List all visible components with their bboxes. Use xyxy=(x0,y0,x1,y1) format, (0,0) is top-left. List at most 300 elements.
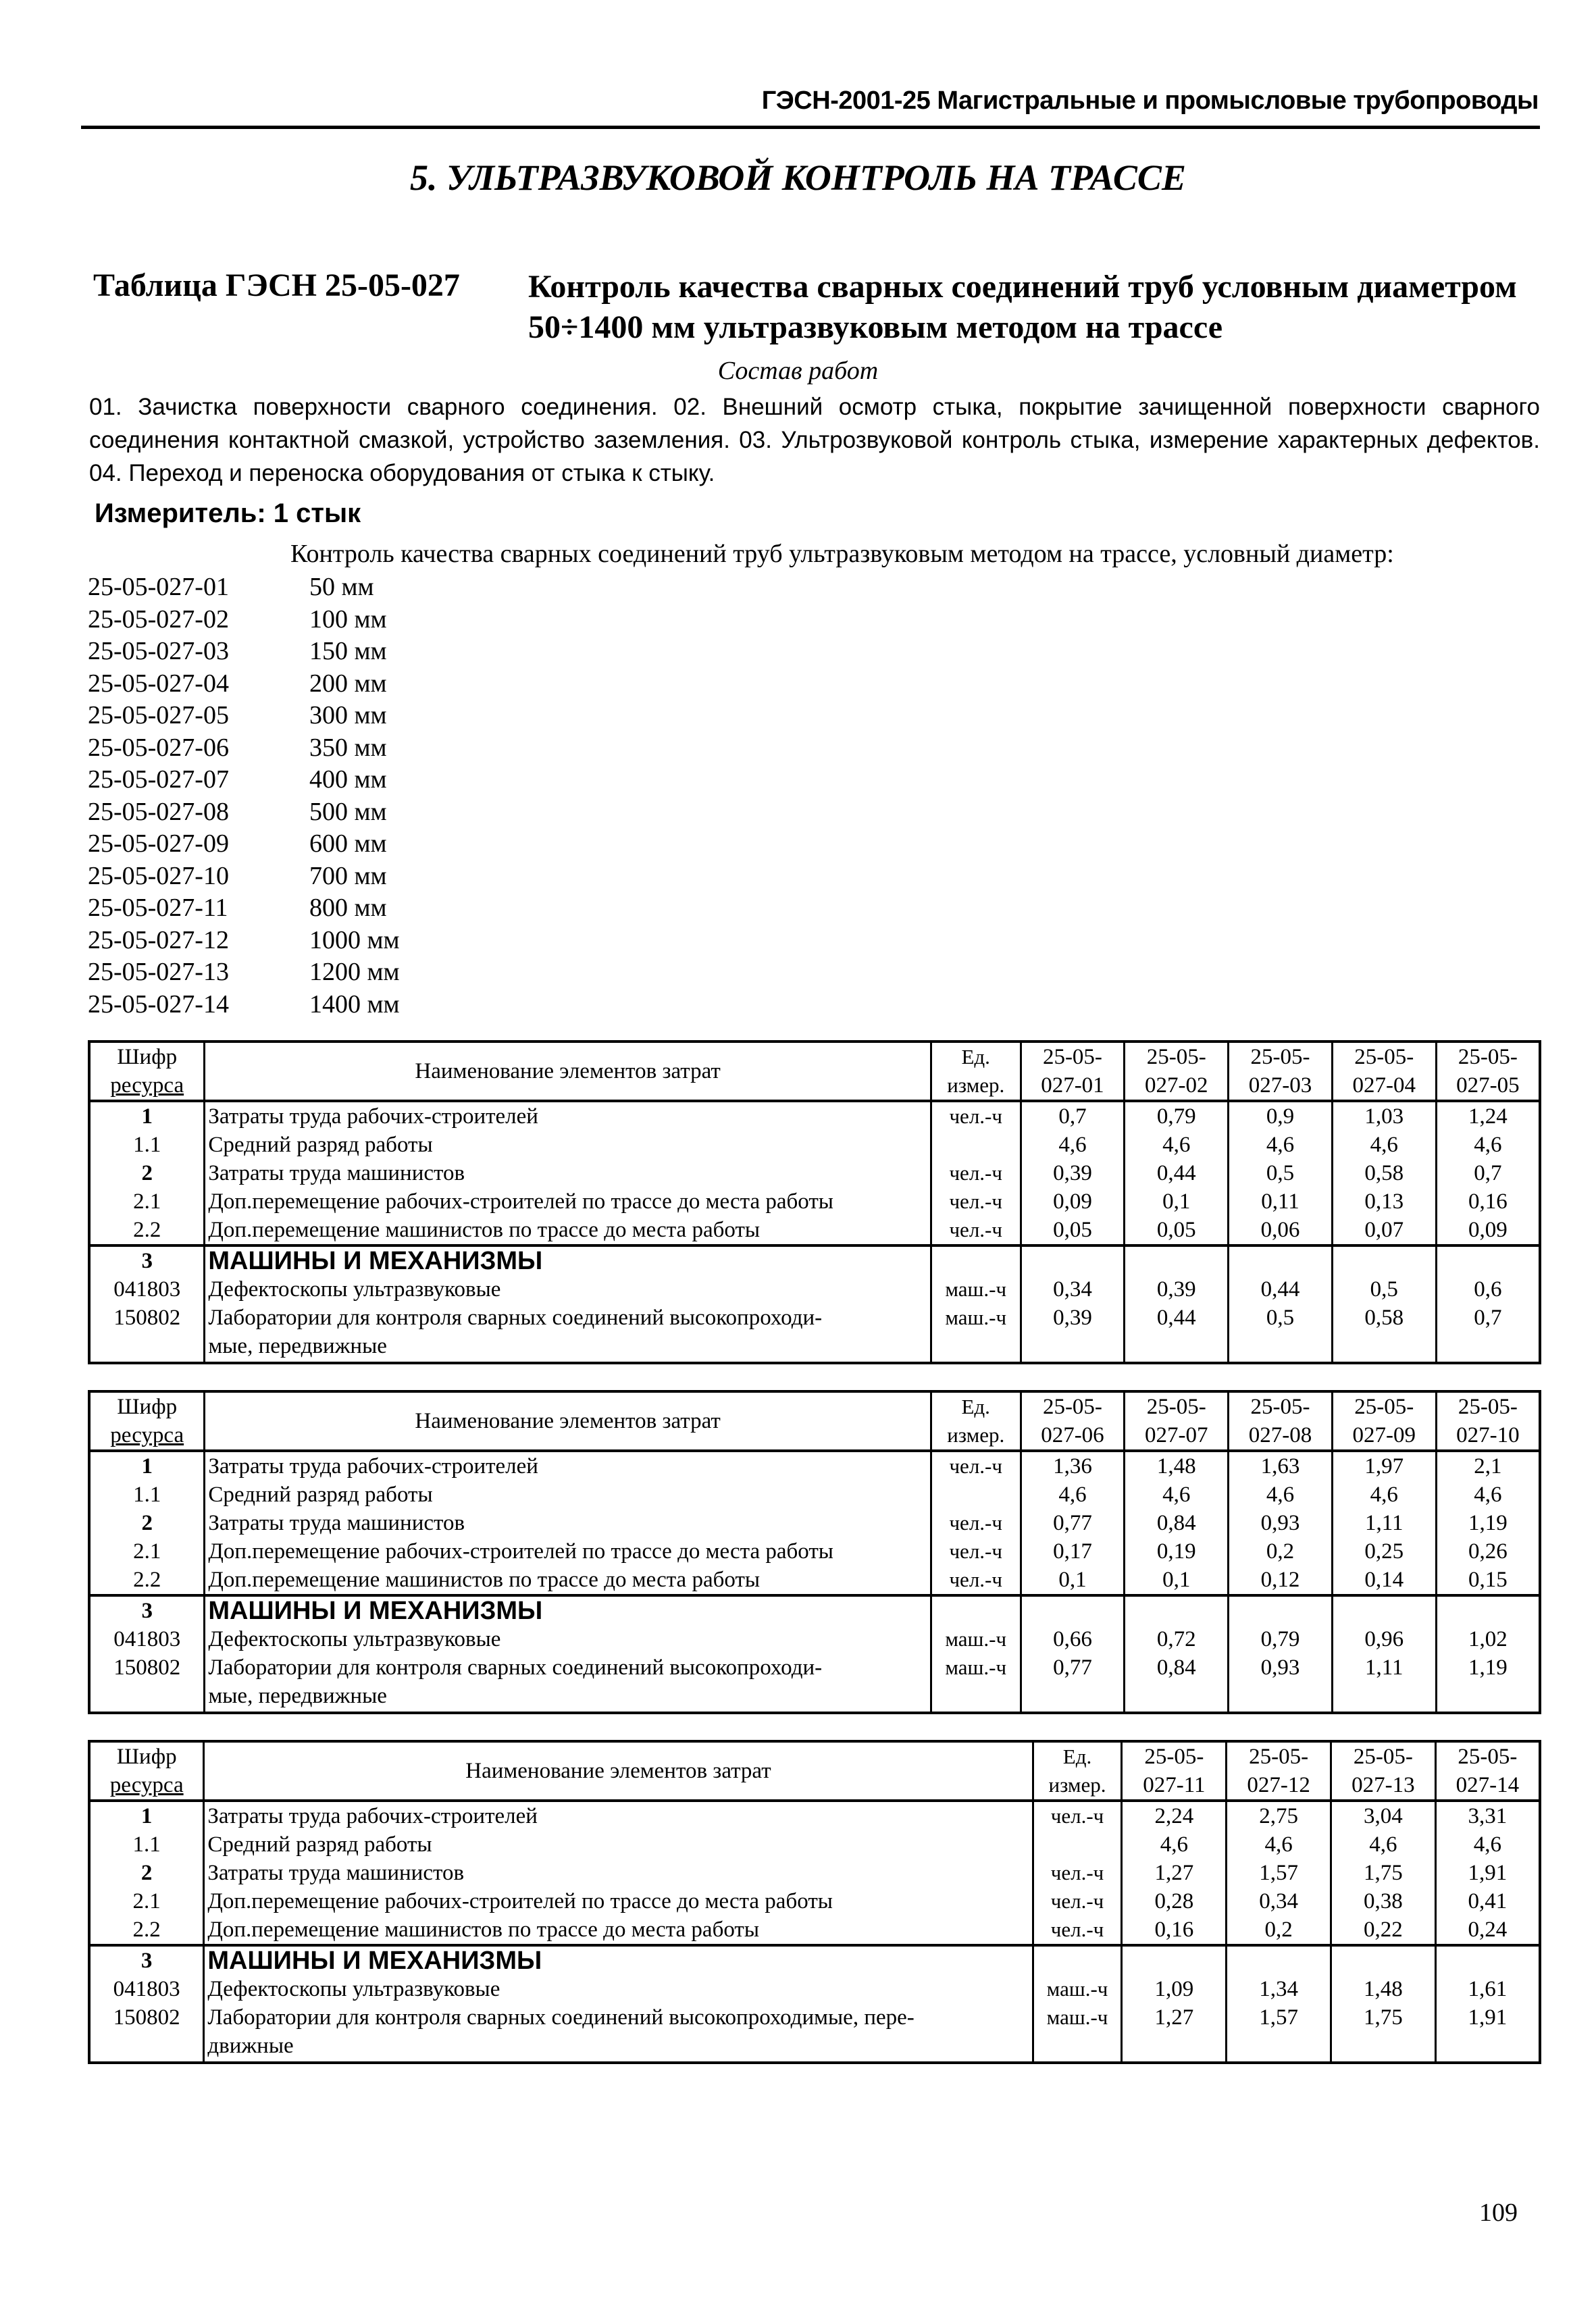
norm-diameter: 600 мм xyxy=(309,829,387,858)
norm-item xyxy=(88,668,400,700)
norm-value: 0,09 xyxy=(1021,1187,1125,1216)
norm-code: 25-05-027-06 xyxy=(88,733,229,762)
norm-value: 0,5 xyxy=(1229,1304,1333,1363)
cost-element-name xyxy=(205,1304,931,1363)
norm-code: 25-05-027-04 xyxy=(88,669,229,698)
norm-diameter: 100 мм xyxy=(309,605,387,634)
cost-element-name: Доп.перемещение машинистов по трассе до места работы xyxy=(205,1216,931,1245)
unit: маш.-ч xyxy=(931,1625,1021,1653)
header-cost-element-name: Наименование элементов затрат xyxy=(205,1391,931,1451)
cost-element-name: Затраты труда рабочих-строителей xyxy=(205,1451,931,1481)
header-unit xyxy=(931,1042,1021,1101)
header-norm-code xyxy=(1436,1042,1540,1101)
unit: чел.-ч xyxy=(1033,1859,1122,1887)
norm-value xyxy=(1435,1945,1540,1975)
norm-diameter: 800 мм xyxy=(309,894,387,922)
resource-code: 2.2 xyxy=(89,1916,204,1945)
unit xyxy=(1033,1945,1122,1975)
norm-value: 0,58 xyxy=(1332,1159,1436,1187)
cost-element-name: Средний разряд работы xyxy=(204,1830,1033,1859)
norm-value: 0,6 xyxy=(1436,1275,1540,1304)
table-row xyxy=(89,1975,1540,2003)
norm-value: 0,44 xyxy=(1229,1275,1333,1304)
norm-value xyxy=(1332,1245,1436,1275)
norm-value: 1,27 xyxy=(1122,1859,1227,1887)
norm-value xyxy=(1125,1245,1229,1275)
cost-element-name-line2: движные xyxy=(207,2034,294,2058)
norm-diameter: 50 мм xyxy=(309,573,374,601)
cost-table-3 xyxy=(88,1740,1541,2064)
unit: чел.-ч xyxy=(931,1101,1021,1131)
norm-value: 1,57 xyxy=(1227,1859,1331,1887)
header-unit-line2: измер. xyxy=(947,1423,1005,1447)
table-row xyxy=(89,1245,1540,1275)
header-unit-line2: измер. xyxy=(947,1073,1005,1097)
unit: чел.-ч xyxy=(1033,1801,1122,1830)
norm-diameter: 200 мм xyxy=(309,669,387,698)
norm-value: 0,66 xyxy=(1021,1625,1125,1653)
norm-item xyxy=(88,700,400,732)
norm-value: 1,91 xyxy=(1435,1859,1540,1887)
header-norm-code-line2: 027-03 xyxy=(1248,1073,1312,1098)
resource-code: 1 xyxy=(89,1801,204,1830)
norm-value: 0,41 xyxy=(1435,1887,1540,1916)
norm-value: 1,11 xyxy=(1332,1509,1436,1537)
header-norm-code xyxy=(1331,1741,1435,1801)
table-title: Контроль качества сварных соединений труб условным диаметром 50÷1400 мм ультразвуковым методом на трассе xyxy=(528,269,1517,345)
norm-item xyxy=(88,571,400,604)
unit: чел.-ч xyxy=(931,1537,1021,1566)
table-row xyxy=(89,1595,1540,1625)
works-text: 01. Зачистка поверхности сварного соединения. 02. Внешний осмотр стыка, покрытие зачищенной поверхности сварного соединения контактной смазкой, устройство заземления. 03. Ультрозвуковой контроль стыка, измерение характерных дефектов. 04. Переход и переноска оборудования от стыка к стыку. xyxy=(89,394,1540,486)
norm-value: 1,75 xyxy=(1331,2003,1435,2063)
cost-table-2 xyxy=(88,1390,1541,1714)
norm-value: 4,6 xyxy=(1125,1481,1229,1509)
resource-code: 2 xyxy=(89,1509,205,1537)
cost-element-name: Затраты труда рабочих-строителей xyxy=(205,1101,931,1131)
norm-value: 0,14 xyxy=(1332,1566,1436,1595)
norm-code: 25-05-027-05 xyxy=(88,701,229,729)
norm-value: 1,36 xyxy=(1021,1451,1125,1481)
norm-value: 1,48 xyxy=(1331,1975,1435,2003)
header-norm-code-line1: 25-05- xyxy=(1250,1045,1310,1069)
unit: маш.-ч xyxy=(931,1275,1021,1304)
norm-value: 0,06 xyxy=(1229,1216,1333,1245)
norm-value: 0,34 xyxy=(1021,1275,1125,1304)
norm-value: 0,09 xyxy=(1436,1216,1540,1245)
norm-diameter: 150 мм xyxy=(309,637,387,665)
norm-code: 25-05-027-10 xyxy=(88,861,229,890)
table-row xyxy=(89,1304,1540,1363)
norm-value: 0,39 xyxy=(1125,1275,1229,1304)
norm-diameter: 350 мм xyxy=(309,733,387,762)
norm-value xyxy=(1331,1945,1435,1975)
resource-code: 2.1 xyxy=(89,1187,205,1216)
resource-code: 3 xyxy=(89,1945,204,1975)
cost-element-name-line1: Лаборатории для контроля сварных соединений высокопроходи- xyxy=(208,1655,823,1680)
unit: чел.-ч xyxy=(931,1216,1021,1245)
header-unit-line1: Ед. xyxy=(961,1395,990,1418)
unit: маш.-ч xyxy=(1033,2003,1122,2063)
resource-code: 150802 xyxy=(89,2003,204,2063)
norm-value: 0,16 xyxy=(1436,1187,1540,1216)
table-row xyxy=(89,1481,1540,1509)
resource-code: 2.2 xyxy=(89,1216,205,1245)
norm-value: 4,6 xyxy=(1332,1481,1436,1509)
norm-item xyxy=(88,828,400,860)
resource-code: 2 xyxy=(89,1159,205,1187)
measure-unit: Измеритель: 1 стык xyxy=(95,498,361,528)
unit xyxy=(931,1595,1021,1625)
header-norm-code xyxy=(1227,1741,1331,1801)
norm-value: 1,48 xyxy=(1125,1451,1229,1481)
norm-code: 25-05-027-13 xyxy=(88,958,229,986)
table-row xyxy=(89,1159,1540,1187)
norm-value: 1,27 xyxy=(1122,2003,1227,2063)
table-row xyxy=(89,1275,1540,1304)
norm-value: 1,24 xyxy=(1436,1101,1540,1131)
norm-value: 0,1 xyxy=(1125,1187,1229,1216)
header-resource-code xyxy=(89,1741,204,1801)
norm-value: 0,13 xyxy=(1332,1187,1436,1216)
norm-value xyxy=(1021,1245,1125,1275)
unit: маш.-ч xyxy=(1033,1975,1122,2003)
norm-value: 0,12 xyxy=(1229,1566,1333,1595)
norm-code: 25-05-027-08 xyxy=(88,797,229,826)
cost-element-name: Затраты труда рабочих-строителей xyxy=(204,1801,1033,1830)
norm-value: 4,6 xyxy=(1021,1131,1125,1159)
header-norm-code-line1: 25-05- xyxy=(1042,1395,1102,1419)
table-row xyxy=(89,1801,1540,1830)
table-row xyxy=(89,1859,1540,1887)
norm-value: 0,84 xyxy=(1125,1509,1229,1537)
header-norm-code-line1: 25-05- xyxy=(1354,1395,1414,1419)
header-resource-code-line2: ресурса xyxy=(110,1073,184,1098)
norm-value: 4,6 xyxy=(1125,1131,1229,1159)
norm-item xyxy=(88,989,400,1021)
unit: маш.-ч xyxy=(931,1304,1021,1363)
unit: чел.-ч xyxy=(931,1159,1021,1187)
header-norm-code-line1: 25-05- xyxy=(1146,1395,1206,1419)
unit: чел.-ч xyxy=(931,1566,1021,1595)
table-header-row xyxy=(89,1042,1540,1101)
norm-code: 25-05-027-14 xyxy=(88,989,229,1019)
cost-element-name: МАШИНЫ И МЕХАНИЗМЫ xyxy=(205,1595,931,1625)
header-norm-code-line2: 027-02 xyxy=(1144,1073,1208,1098)
header-norm-code-line1: 25-05- xyxy=(1458,1745,1518,1769)
norm-value: 4,6 xyxy=(1229,1481,1333,1509)
header-norm-code-line2: 027-14 xyxy=(1456,1773,1520,1797)
norm-code: 25-05-027-01 xyxy=(88,573,229,601)
table-header-row xyxy=(89,1741,1540,1801)
resource-code: 1 xyxy=(89,1451,205,1481)
cost-table-1 xyxy=(88,1040,1541,1364)
header-norm-code xyxy=(1021,1042,1125,1101)
norm-code: 25-05-027-09 xyxy=(88,829,229,858)
header-cost-element-name: Наименование элементов затрат xyxy=(204,1741,1033,1801)
cost-element-name: Доп.перемещение рабочих-строителей по трассе до места работы xyxy=(205,1187,931,1216)
unit: маш.-ч xyxy=(931,1653,1021,1713)
cost-element-name: Дефектоскопы ультразвуковые xyxy=(205,1625,931,1653)
norm-value: 1,19 xyxy=(1436,1509,1540,1537)
norm-diameter: 1200 мм xyxy=(309,958,400,986)
header-norm-code-line2: 027-05 xyxy=(1456,1073,1520,1098)
unit: чел.-ч xyxy=(1033,1887,1122,1916)
norm-value: 0,38 xyxy=(1331,1887,1435,1916)
header-unit-line1: Ед. xyxy=(961,1045,990,1069)
norm-value: 2,75 xyxy=(1227,1801,1331,1830)
norm-value: 0,22 xyxy=(1331,1916,1435,1945)
table-row xyxy=(89,1566,1540,1595)
cost-element-name: Доп.перемещение рабочих-строителей по трассе до места работы xyxy=(204,1887,1033,1916)
norm-value: 0,25 xyxy=(1332,1537,1436,1566)
norm-value: 0,1 xyxy=(1125,1566,1229,1595)
norm-value: 0,7 xyxy=(1021,1101,1125,1131)
table-row xyxy=(89,1509,1540,1537)
header-resource-code-line1: Шифр xyxy=(117,1045,178,1069)
norm-value: 4,6 xyxy=(1435,1830,1540,1859)
norm-value: 0,7 xyxy=(1436,1304,1540,1363)
norm-value: 0,77 xyxy=(1021,1653,1125,1713)
table-row xyxy=(89,1945,1540,1975)
header-resource-code xyxy=(89,1042,205,1101)
unit: чел.-ч xyxy=(931,1187,1021,1216)
norm-value: 3,04 xyxy=(1331,1801,1435,1830)
norm-value: 1,75 xyxy=(1331,1859,1435,1887)
header-unit-line1: Ед. xyxy=(1062,1745,1092,1768)
norm-value: 0,79 xyxy=(1229,1625,1333,1653)
cost-element-name: Доп.перемещение машинистов по трассе до места работы xyxy=(204,1916,1033,1945)
norm-value: 4,6 xyxy=(1227,1830,1331,1859)
resource-code: 150802 xyxy=(89,1653,205,1713)
norm-value: 0,34 xyxy=(1227,1887,1331,1916)
cost-element-name: МАШИНЫ И МЕХАНИЗМЫ xyxy=(205,1245,931,1275)
header-norm-code-line2: 027-12 xyxy=(1247,1773,1310,1797)
norm-value: 0,28 xyxy=(1122,1887,1227,1916)
cost-element-name xyxy=(205,1653,931,1713)
header-norm-code-line2: 027-07 xyxy=(1144,1423,1208,1447)
cost-element-name-line2: мые, передвижные xyxy=(208,1334,387,1358)
norm-code: 25-05-027-11 xyxy=(88,894,228,922)
resource-code: 041803 xyxy=(89,1625,205,1653)
norm-value: 0,1 xyxy=(1021,1566,1125,1595)
cost-element-name: Затраты труда машинистов xyxy=(205,1159,931,1187)
table-code: Таблица ГЭСН 25-05-027 xyxy=(93,267,460,303)
cost-element-name: Средний разряд работы xyxy=(205,1481,931,1509)
norm-value: 1,91 xyxy=(1435,2003,1540,2063)
norm-value: 0,72 xyxy=(1125,1625,1229,1653)
works-caption: Состав работ xyxy=(717,357,879,385)
norm-value xyxy=(1436,1245,1540,1275)
norm-value: 1,09 xyxy=(1122,1975,1227,2003)
norm-item xyxy=(88,764,400,796)
norms-caption: Контроль качества сварных соединений труб ультразвуковым методом на трассе, условный диаметр: xyxy=(290,540,1394,568)
norm-item xyxy=(88,892,400,925)
norm-value xyxy=(1227,1945,1331,1975)
header-rule xyxy=(81,126,1540,129)
unit: чел.-ч xyxy=(931,1451,1021,1481)
cost-element-name: Дефектоскопы ультразвуковые xyxy=(205,1275,931,1304)
norm-value: 1,97 xyxy=(1332,1451,1436,1481)
cost-element-name: Средний разряд работы xyxy=(205,1131,931,1159)
resource-code: 2.2 xyxy=(89,1566,205,1595)
norm-value: 0,5 xyxy=(1332,1275,1436,1304)
unit: чел.-ч xyxy=(931,1509,1021,1537)
header-norm-code-line1: 25-05- xyxy=(1458,1395,1518,1419)
unit: чел.-ч xyxy=(1033,1916,1122,1945)
cost-element-name: МАШИНЫ И МЕХАНИЗМЫ xyxy=(204,1945,1033,1975)
norm-value: 4,6 xyxy=(1436,1481,1540,1509)
table-row xyxy=(89,2003,1540,2063)
header-norm-code-line2: 027-08 xyxy=(1248,1423,1312,1447)
header-norm-code xyxy=(1125,1391,1229,1451)
unit xyxy=(1033,1830,1122,1859)
header-unit-line2: измер. xyxy=(1048,1773,1106,1797)
norm-value: 0,05 xyxy=(1125,1216,1229,1245)
norms-list xyxy=(88,571,400,1021)
norm-value: 0,5 xyxy=(1229,1159,1333,1187)
norm-value: 4,6 xyxy=(1021,1481,1125,1509)
cost-element-name-line1: Лаборатории для контроля сварных соединений высокопроходи- xyxy=(208,1306,823,1330)
resource-code: 1 xyxy=(89,1101,205,1131)
norm-value: 0,44 xyxy=(1125,1159,1229,1187)
norm-value: 0,9 xyxy=(1229,1101,1333,1131)
norm-value: 4,6 xyxy=(1229,1131,1333,1159)
header-resource-code xyxy=(89,1391,205,1451)
table-header-row xyxy=(89,1391,1540,1451)
header-norm-code-line1: 25-05- xyxy=(1144,1745,1204,1769)
header-norm-code xyxy=(1021,1391,1125,1451)
norm-value xyxy=(1021,1595,1125,1625)
norm-item xyxy=(88,925,400,957)
running-header: ГЭСН-2001-25 Магистральные и промысловые трубопроводы xyxy=(761,86,1539,115)
header-norm-code xyxy=(1332,1391,1436,1451)
norm-value xyxy=(1125,1595,1229,1625)
header-norm-code-line1: 25-05- xyxy=(1458,1045,1518,1069)
header-norm-code xyxy=(1332,1042,1436,1101)
norm-value xyxy=(1332,1595,1436,1625)
table-row xyxy=(89,1216,1540,1245)
resource-code: 1.1 xyxy=(89,1131,205,1159)
norm-value: 1,57 xyxy=(1227,2003,1331,2063)
norm-value xyxy=(1436,1595,1540,1625)
resource-code: 1.1 xyxy=(89,1830,204,1859)
norm-diameter: 400 мм xyxy=(309,765,387,794)
norm-item xyxy=(88,956,400,989)
cost-element-name: Доп.перемещение машинистов по трассе до места работы xyxy=(205,1566,931,1595)
header-resource-code-line1: Шифр xyxy=(116,1745,177,1769)
norm-value: 4,6 xyxy=(1122,1830,1227,1859)
norm-value: 4,6 xyxy=(1331,1830,1435,1859)
norm-value: 2,1 xyxy=(1436,1451,1540,1481)
resource-code: 041803 xyxy=(89,1975,204,2003)
header-norm-code-line2: 027-09 xyxy=(1352,1423,1416,1447)
norm-value: 0,84 xyxy=(1125,1653,1229,1713)
norm-code: 25-05-027-02 xyxy=(88,605,229,634)
header-norm-code xyxy=(1125,1042,1229,1101)
header-resource-code-line2: ресурса xyxy=(109,1773,184,1797)
unit xyxy=(931,1481,1021,1509)
header-norm-code-line2: 027-11 xyxy=(1143,1773,1206,1797)
header-norm-code-line1: 25-05- xyxy=(1354,1045,1414,1069)
norm-value: 1,11 xyxy=(1332,1653,1436,1713)
header-norm-code-line2: 027-01 xyxy=(1041,1073,1104,1098)
unit xyxy=(931,1245,1021,1275)
cost-element-name: Затраты труда машинистов xyxy=(204,1859,1033,1887)
header-unit xyxy=(931,1391,1021,1451)
table-row xyxy=(89,1887,1540,1916)
norm-value: 0,58 xyxy=(1332,1304,1436,1363)
table-row xyxy=(89,1916,1540,1945)
norm-value: 0,07 xyxy=(1332,1216,1436,1245)
norm-value: 1,61 xyxy=(1435,1975,1540,2003)
cost-element-name-line1: Лаборатории для контроля сварных соединений высокопроходимые, пере- xyxy=(207,2005,915,2030)
norm-item xyxy=(88,860,400,893)
cost-element-name: Доп.перемещение рабочих-строителей по трассе до места работы xyxy=(205,1537,931,1566)
table-row xyxy=(89,1187,1540,1216)
table-row xyxy=(89,1101,1540,1131)
norm-value: 0,96 xyxy=(1332,1625,1436,1653)
norm-item xyxy=(88,796,400,829)
header-cost-element-name: Наименование элементов затрат xyxy=(205,1042,931,1101)
norm-item xyxy=(88,636,400,668)
norm-value xyxy=(1229,1595,1333,1625)
unit xyxy=(931,1131,1021,1159)
header-resource-code-line1: Шифр xyxy=(117,1395,178,1419)
header-norm-code xyxy=(1435,1741,1540,1801)
norm-value: 3,31 xyxy=(1435,1801,1540,1830)
header-norm-code-line2: 027-13 xyxy=(1352,1773,1415,1797)
header-norm-code xyxy=(1436,1391,1540,1451)
resource-code: 2.1 xyxy=(89,1887,204,1916)
norm-diameter: 1000 мм xyxy=(309,925,400,954)
norm-code: 25-05-027-12 xyxy=(88,925,229,954)
norm-value: 0,39 xyxy=(1021,1304,1125,1363)
header-norm-code-line2: 027-10 xyxy=(1456,1423,1520,1447)
header-norm-code-line1: 25-05- xyxy=(1249,1745,1309,1769)
norm-value: 0,93 xyxy=(1229,1509,1333,1537)
norm-value: 4,6 xyxy=(1332,1131,1436,1159)
norm-value: 1,34 xyxy=(1227,1975,1331,2003)
norm-diameter: 300 мм xyxy=(309,701,387,729)
norm-value: 0,19 xyxy=(1125,1537,1229,1566)
resource-code: 1.1 xyxy=(89,1481,205,1509)
norm-item xyxy=(88,604,400,636)
header-norm-code-line2: 027-04 xyxy=(1352,1073,1416,1098)
table-row xyxy=(89,1653,1540,1713)
table-row xyxy=(89,1625,1540,1653)
norm-value: 0,24 xyxy=(1435,1916,1540,1945)
norm-value: 2,24 xyxy=(1122,1801,1227,1830)
resource-code: 041803 xyxy=(89,1275,205,1304)
norm-value: 0,11 xyxy=(1229,1187,1333,1216)
norm-item xyxy=(88,732,400,765)
header-norm-code xyxy=(1229,1042,1333,1101)
cost-element-name: Дефектоскопы ультразвуковые xyxy=(204,1975,1033,2003)
header-norm-code-line1: 25-05- xyxy=(1250,1395,1310,1419)
header-norm-code-line1: 25-05- xyxy=(1042,1045,1102,1069)
resource-code: 3 xyxy=(89,1595,205,1625)
norm-value: 1,02 xyxy=(1436,1625,1540,1653)
norm-code: 25-05-027-03 xyxy=(88,637,229,665)
norm-value: 1,63 xyxy=(1229,1451,1333,1481)
norm-value: 0,16 xyxy=(1122,1916,1227,1945)
norm-value xyxy=(1229,1245,1333,1275)
norm-value: 0,39 xyxy=(1021,1159,1125,1187)
cost-element-name-line2: мые, передвижные xyxy=(208,1684,387,1708)
norm-value: 0,05 xyxy=(1021,1216,1125,1245)
header-norm-code-line2: 027-06 xyxy=(1041,1423,1104,1447)
